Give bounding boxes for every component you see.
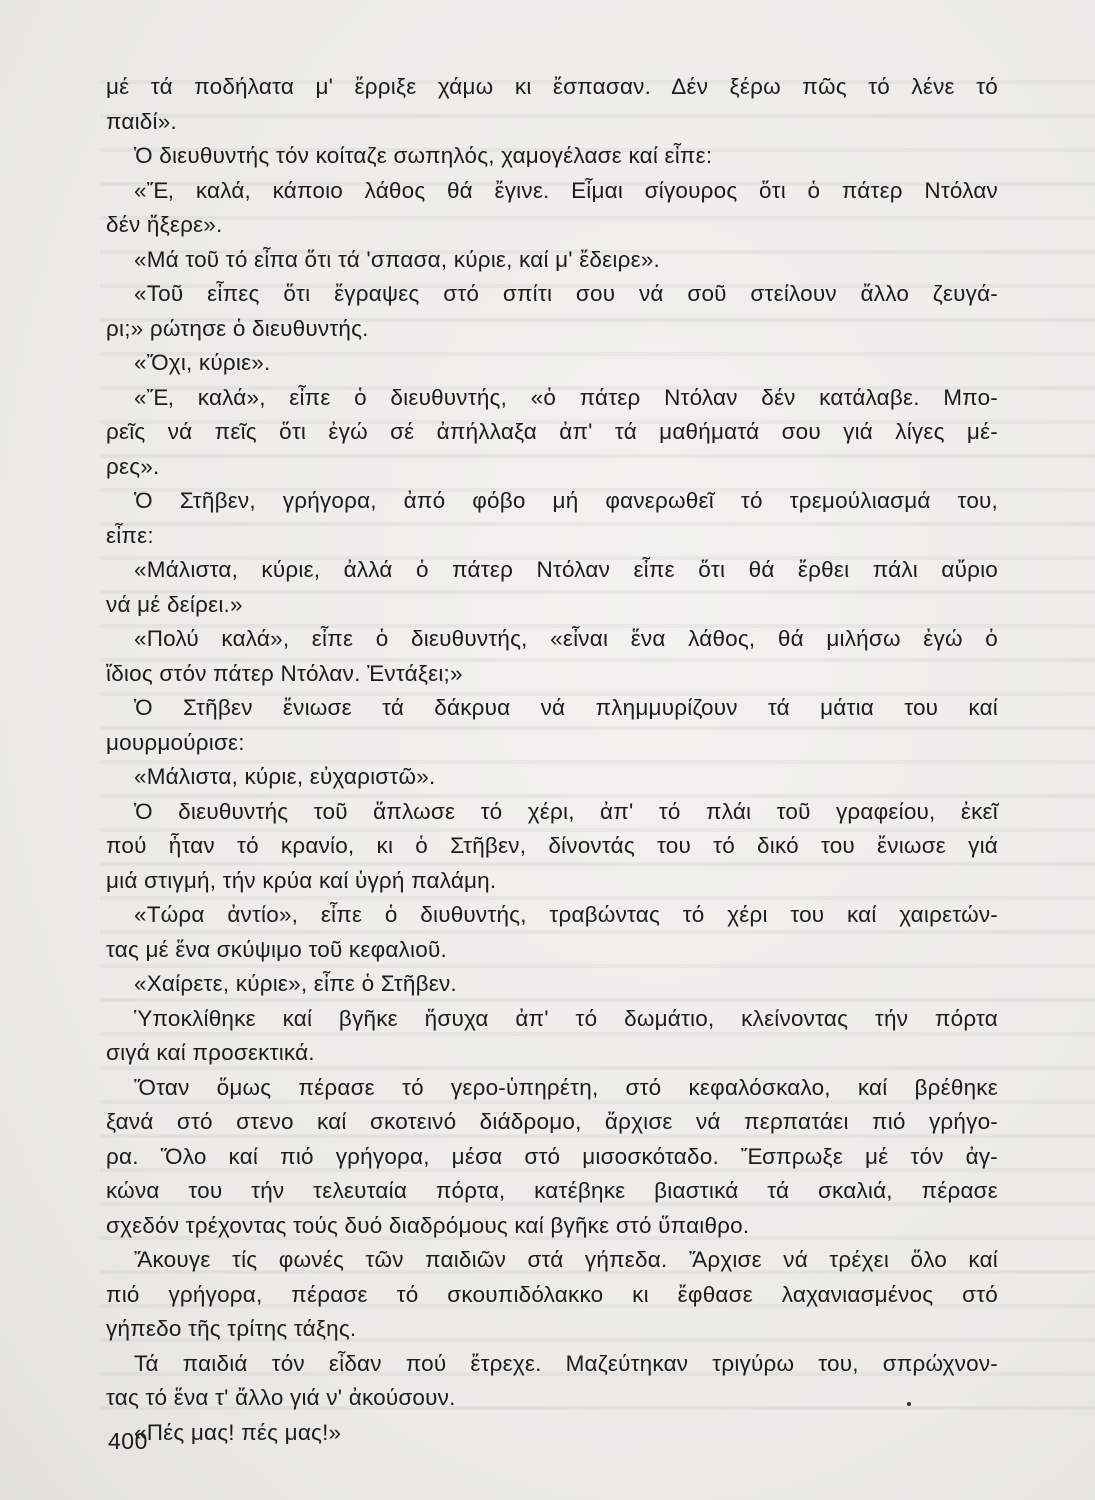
page-number: 400	[108, 1428, 148, 1454]
text-line: Ὁ Στῆβεν ἔνιωσε τά δάκρυα νά πλημμυρίζουν τά μάτια του καί	[134, 695, 998, 720]
text-line: ρα. Ὅλο καί πιό γρήγορα, μέσα στό μισοσκόταδο. Ἔσπρωξε μέ τόν ἀγ-	[106, 1143, 998, 1169]
text-line: ἴδιος στόν πάτερ Ντόλαν. Ἐντάξει;»	[106, 660, 463, 686]
text-line: «Χαίρετε, κύριε», εἶπε ὁ Στῆβεν.	[134, 971, 457, 996]
text-line: ρεῖς νά πεῖς ὅτι ἐγώ σέ ἀπήλλαξα ἀπ' τά μαθήματά σου γιά λίγες μέ-	[106, 419, 998, 444]
text-line: «Ὄχι, κύριε».	[134, 350, 271, 375]
body-text	[106, 70, 998, 1450]
ink-speck	[907, 1402, 911, 1406]
text-line: κώνα του τήν τελευταία πόρτα, κατέβηκε βιαστικά τά σκαλιά, πέρασε	[106, 1178, 998, 1203]
text-line: «Τώρα ἀντίο», εἶπε ὁ διυθυντής, τραβώντας τό χέρι του καί χαιρετών-	[134, 902, 998, 927]
text-line: Ὁ διευθυντής τόν κοίταζε σωπηλός, χαμογέλασε καί εἶπε:	[134, 143, 713, 168]
text-line: πιό γρήγορα, πέρασε τό σκουπιδόλακκο κι ἔφθασε λαχανιασμένος στό	[106, 1281, 998, 1307]
text-line: Τά παιδιά τόν εἶδαν πού ἔτρεχε. Μαζεύτηκαν τριγύρω του, σπρώχνον-	[134, 1350, 998, 1376]
text-line: Ὁ Στῆβεν, γρήγορα, ἀπό φόβο μή φανερωθεῖ τό τρεμούλιασμά του,	[134, 488, 998, 513]
text-line: «Μάλιστα, κύριε, εὐχαριστῶ».	[134, 764, 436, 789]
text-line: γήπεδο τῆς τρίτης τάξης.	[106, 1316, 357, 1341]
text-line: μέ τά ποδήλατα μ' ἔρριξε χάμω κι ἔσπασαν. Δέν ξέρω πῶς τό λένε τό	[106, 74, 998, 99]
text-line: μουρμούρισε:	[106, 729, 245, 755]
text-line: νά μέ δείρει.»	[106, 591, 243, 617]
text-line: δέν ἤξερε».	[106, 212, 223, 237]
text-line: «Μάλιστα, κύριε, ἀλλά ὁ πάτερ Ντόλαν εἶπε ὅτι θά ἔρθει πάλι αὔριο	[134, 557, 998, 582]
text-line: τας τό ἕνα τ' ἄλλο γιά ν' ἀκούσουν.	[106, 1385, 456, 1410]
text-line: «Ἔ, καλά, κάποιο λάθος θά ἔγινε. Εἶμαι σίγουρος ὅτι ὁ πάτερ Ντόλαν	[134, 177, 998, 203]
text-line: ρες».	[106, 453, 160, 479]
text-line: πού ἦταν τό κρανίο, κι ὁ Στῆβεν, δίνοντάς του τό δικό του ἔνιωσε γιά	[106, 833, 998, 858]
text-line: «Ἔ, καλά», εἶπε ὁ διευθυντής, «ὁ πάτερ Ντόλαν δέν κατάλαβε. Μπο-	[134, 384, 998, 410]
text-line: ρι;» ρώτησε ὁ διευθυντής.	[106, 315, 369, 341]
text-line: Ὁ διευθυντής τοῦ ἅπλωσε τό χέρι, ἀπ' τό πλάι τοῦ γραφείου, ἐκεῖ	[134, 798, 998, 824]
text-line: ξανά στό στενο καί σκοτεινό διάδρομο, ἄρχισε νά περπατάει πιό γρήγο-	[106, 1109, 998, 1134]
text-line: «Πολύ καλά», εἶπε ὁ διευθυντής, «εἶναι ἕνα λάθος, θά μιλήσω ἐγώ ὁ	[134, 626, 998, 651]
text-line: Ἄκουγε τίς φωνές τῶν παιδιῶν στά γήπεδα. Ἄρχισε νά τρέχει ὅλο καί	[134, 1247, 998, 1272]
text-line: Ὑποκλίθηκε καί βγῆκε ἥσυχα ἀπ' τό δωμάτιο, κλείνοντας τήν πόρτα	[134, 1005, 998, 1031]
text-line: μιά στιγμή, τήν κρύα καί ὑγρή παλάμη.	[106, 867, 497, 893]
text-line: εἶπε:	[106, 522, 154, 548]
text-line: τας μέ ἕνα σκύψιμο τοῦ κεφαλιοῦ.	[106, 936, 447, 962]
text-line: παιδί».	[106, 108, 177, 134]
text-line: Ὅταν ὅμως πέρασε τό γερο-ὑπηρέτη, στό κεφαλόσκαλο, καί βρέθηκε	[134, 1074, 998, 1100]
text-line: «Μά τοῦ τό εἶπα ὅτι τά 'σπασα, κύριε, καί μ' ἔδειρε».	[134, 246, 660, 272]
text-line: «Πές μας! πές μας!»	[134, 1419, 342, 1445]
text-line: σχεδόν τρέχοντας τούς δυό διαδρόμους καί βγῆκε στό ὕπαιθρο.	[106, 1212, 750, 1238]
text-line: «Τοῦ εἶπες ὅτι ἔγραψες στό σπίτι σου νά σοῦ στείλουν ἄλλο ζευγά-	[134, 281, 998, 306]
text-line: σιγά καί προσεκτικά.	[106, 1040, 315, 1065]
